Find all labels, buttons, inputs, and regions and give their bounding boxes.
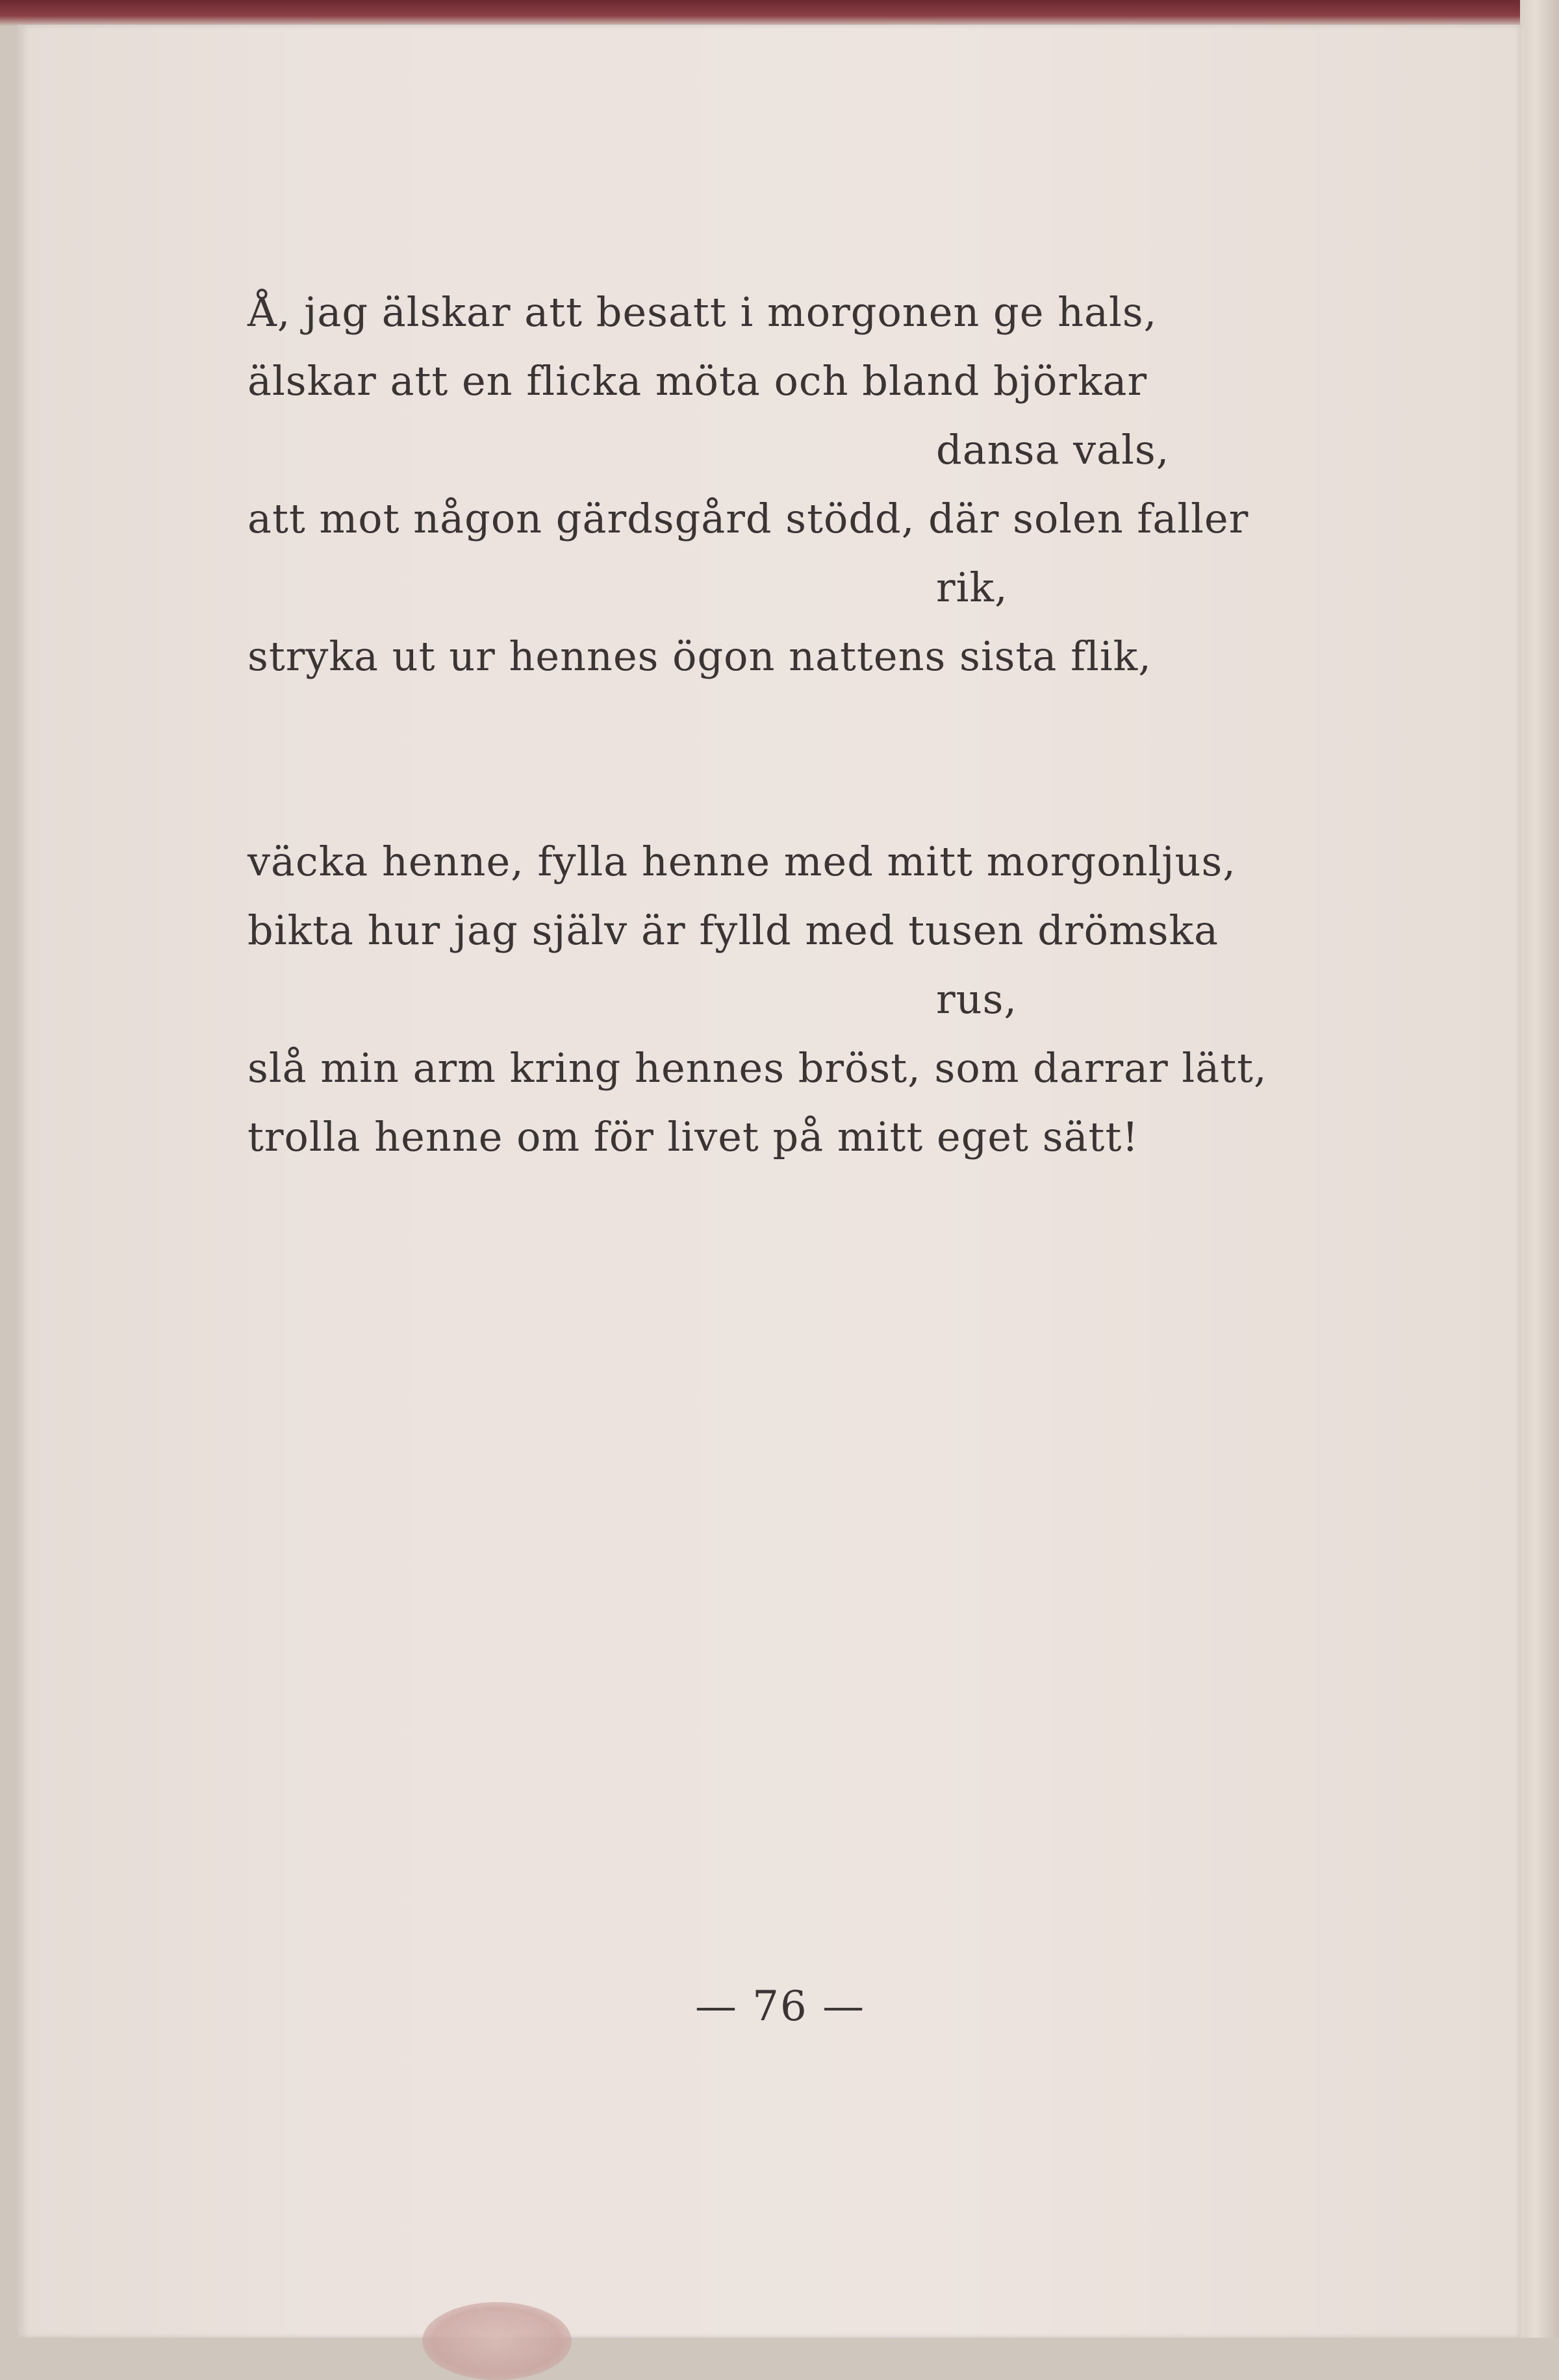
book-page	[18, 25, 1521, 2338]
poem-line: Å, jag älskar att besatt i morgonen ge hals,	[247, 288, 1158, 336]
poem-line-turnover: rik,	[936, 564, 1008, 611]
poem-line-turnover: rus,	[936, 975, 1018, 1023]
page-number: — 76 —	[694, 1983, 866, 2031]
poem-line: trolla henne om för livet på mitt eget sätt!	[247, 1113, 1139, 1160]
poem-line: slå min arm kring hennes bröst, som darrar lätt,	[247, 1044, 1267, 1092]
poem-line: att mot någon gärdsgård stödd, där solen faller	[247, 495, 1249, 542]
book-cover-edge	[0, 0, 1559, 26]
poem-line: stryka ut ur hennes ögon nattens sista flik,	[247, 633, 1152, 680]
poem	[247, 278, 1365, 1171]
poem-line: bikta hur jag själv är fylld med tusen drömska	[247, 907, 1219, 954]
poem-line: väcka henne, fylla henne med mitt morgonljus,	[247, 838, 1236, 885]
stanza-2	[247, 827, 1365, 1171]
stanza-1	[247, 278, 1365, 691]
library-stamp	[422, 2302, 572, 2380]
poem-line: älskar att en flicka möta och bland björkar	[247, 357, 1148, 405]
poem-line-turnover: dansa vals,	[936, 426, 1170, 473]
